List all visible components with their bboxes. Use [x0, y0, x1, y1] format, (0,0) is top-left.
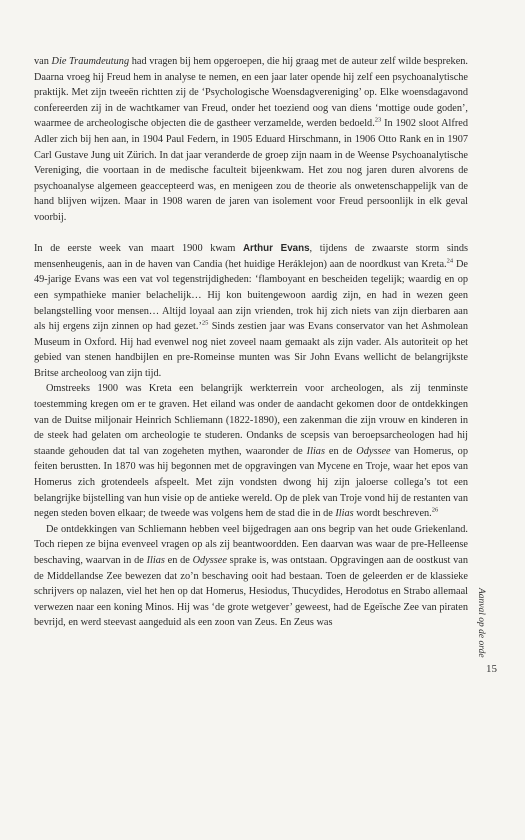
page-number: 15: [486, 663, 497, 675]
text-run: De 49-jarige Evans was een vat vol tegenstrijdigheden: ‘flamboyant en bescheiden tegelijk; waardig en op een sympathieke manier belachelijk… Hij kon buitengewoon aardig zijn, en had in wezen geen belangstelling voor mensen… Altijd loyaal aan zijn vrienden, trok hij zich niets van zijn dierbaren aan als hij ergens zijn zinnen op had gezet.’: [34, 258, 468, 333]
text-run: en de: [164, 555, 193, 566]
text-run: van: [34, 56, 52, 67]
footnote-ref: 23: [374, 116, 382, 124]
paragraph-schliemann-discoveries: [34, 522, 468, 631]
bold-name: Arthur Evans: [242, 243, 310, 255]
italic-title: Ilias: [146, 555, 165, 566]
footnote-ref: 24: [446, 257, 454, 265]
italic-title: Die Traumdeutung: [51, 56, 130, 67]
text-run: De ontdekkingen van Schliemann hebben veel bijgedragen aan ons begrip van het oude Griekenland. Toch riepen ze bijna evenveel vragen op als zij beantwoordden. Een daarvan was waar de pre-Helleense beschaving, waarvan in de: [34, 523, 468, 566]
text-run: van Homerus, op feiten berustten. In 1870 was hij begonnen met de opgravingen van Mycene en Troje, waar het epos van Homerus zich grotendeels afspeelt. Met zijn vondsten dwong hij zijn jaloerse collega’s tot een belangrijke bijstelling van hun visie op de antieke wereld. Op de plek van Troje vond hij de restanten van negen steden boven elkaar; de tweede was volgens hem de stad die in de: [34, 445, 468, 520]
text-run: Sinds zestien jaar was Evans conservator van het Ashmolean Museum in Oxford. Hij had evenwel nog niet zoveel naam gemaakt als zijn vader. Als autoriteit op het gebied van stenen handbijlen en pre-Romeinse munten was Sir John Evans wellicht de belangrijkste Britse archeoloog van zijn tijd.: [34, 321, 468, 379]
paragraph-freud-circle: [34, 54, 468, 226]
text-run: had vragen bij hem opgeroepen, die hij graag met de auteur zelf wilde bespreken. Daarna vroeg hij Freud hem in analyse te nemen, en een jaar later opende hij zelf een psychoanalytische praktijk. Met zijn tweeën richtten zij de ‘Psychologische Woensdagvereniging’ op. Elke woensdagavond confereerden zij in de wachtkamer van Freud, onder het toeziend oog van diens ‘mottige oude goden’, waarmee de archeologische objecten die de gastheer verzamelde, werden bedoeld.: [34, 56, 468, 130]
text-run: en de: [324, 445, 357, 457]
italic-title: Odyssee: [192, 555, 227, 566]
footnote-ref: 26: [431, 506, 439, 514]
text-run: sprake is, was ontstaan. Opgravingen aan de oostkust van de Middellandse Zee bewezen dat zo’n beschaving ooit had bestaan. Toen de geleerden er de klassieke schrijvers op nalazen, viel het hen op dat Homerus, Hesiodus, Thucydides, Herodotus en Strabo allemaal verwezen naar een koning Minos. Hij was ‘de grote wetgever’ geweest, had de Egeïsche Zee van piraten bevrijd, en werd steevast aangeduid als een zoon van Zeus. En Zeus was: [34, 555, 468, 629]
text-run: In 1902 sloot Alfred Adler zich bij hen aan, in 1904 Paul Federn, in 1905 Eduard Hirschmann, in 1906 Otto Rank en in 1907 Carl Gustave Jung uit Zürich. In dat jaar veranderde de groep zijn naam in de Weense Psychoanalytische Vereniging, die voortaan in de medische faculteit bijeenkwam. Het zou nog jaren duren alvorens de psychoanalyse algemeen geaccepteerd was, en menigeen zou de theorie als onwetenschappelijk van de hand blijven wijzen. Maar in 1908 waren de jaren van isolement voor Freud persoonlijk in elk geval voorbij.: [34, 118, 468, 223]
text-run: Omstreeks 1900 was Kreta een belangrijk werkterrein voor archeologen, als zij tenminste toestemming kregen om er te graven. Het eiland was onder de aandacht gekomen door de ontdekkingen van de Duitse miljonair Heinrich Schliemann (1822-1890), een zakenman die zijn vrouw en kinderen in de steek had gelaten om archeologie te studeren. Ondanks de scepsis van beroepsarcheologen had hij staande gehouden dat tal van zogeheten mythen, waaronder de: [34, 383, 468, 457]
text-run: In de eerste week van maart 1900 kwam: [34, 243, 243, 255]
running-head: Aanval op de orde: [476, 588, 486, 658]
paragraph-crete-schliemann: [34, 381, 468, 521]
italic-title: Ilias: [335, 508, 354, 520]
footnote-ref: 25: [201, 319, 209, 327]
italic-title: Odyssee: [356, 445, 391, 457]
page-body: [34, 54, 468, 631]
text-run: wordt beschreven.: [353, 508, 432, 520]
text-run: , tijdens de zwaarste storm sinds mensenheugenis, aan in de haven van Candia (het huidige Heráklejon) aan de noordkust van Kreta.: [34, 243, 468, 270]
italic-title: Ilias: [306, 445, 325, 457]
paragraph-arthur-evans: [34, 241, 468, 381]
